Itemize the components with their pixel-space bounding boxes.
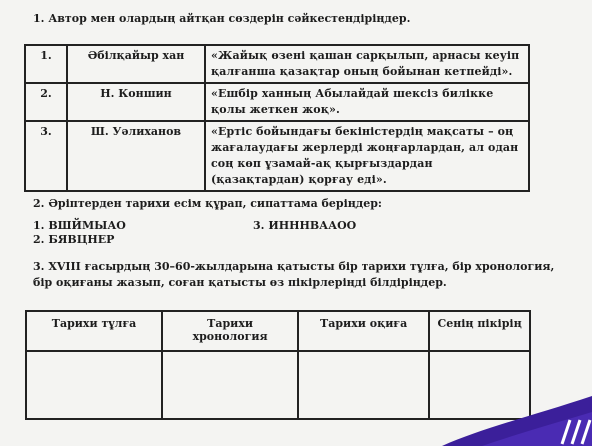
row-number: 2. (25, 83, 67, 121)
author-quote: «Ешбір ханның Абылайдай шексіз билікке қолы жеткен жоқ». (205, 83, 529, 121)
task-2-title: 2. Әріптерден тарихи есім құрап, сипаттама беріңдер: (33, 197, 382, 210)
table-row (25, 83, 529, 121)
task-1-title: 1. Автор мен олардың айтқан сөздерін сәйкестендіріңдер. (33, 12, 411, 25)
column-header: Сенің пікірің (429, 311, 530, 351)
answer-cell[interactable] (298, 351, 429, 419)
column-header: Тарихи хронология (162, 311, 298, 351)
matching-table (24, 44, 530, 192)
table-row (25, 45, 529, 83)
scrambled-word: 2. БЯВЦНЕР (33, 233, 115, 246)
author-name: Әбілқайыр хан (67, 45, 205, 83)
table-row (25, 121, 529, 191)
table-header-row (26, 311, 530, 351)
author-name: Н. Коншин (67, 83, 205, 121)
answer-cell[interactable] (162, 351, 298, 419)
scrambled-word: 1. ВШЙМЫАО (33, 219, 126, 232)
row-number: 1. (25, 45, 67, 83)
scrambled-word: 3. ИННHВААОО (253, 219, 357, 232)
column-header: Тарихи тұлға (26, 311, 162, 351)
author-quote: «Ертіс бойындағы бекіністердің мақсаты – оң жағалаудағы жерлерді жоңғарлардан, ал одан соң көп ұзамай-ақ қырғыздардан (қазақтардан) қорғау еді». (205, 121, 529, 191)
row-number: 3. (25, 121, 67, 191)
author-quote: «Жайық өзені қашан сарқылып, арнасы кеуіп қалғанша қазақтар оның бойынан кетпейді». (205, 45, 529, 83)
answer-cell[interactable] (26, 351, 162, 419)
corner-decoration (422, 386, 592, 446)
column-header: Тарихи оқиға (298, 311, 429, 351)
task-3-title: 3. XVIII ғасырдың 30–60-жылдарына қатысты бір тарихи тұлға, бір хронология, бір оқиғаны жазып, соған қатысты өз пікірлеріңді білдіріңдер. (33, 260, 555, 289)
author-name: Ш. Уәлиханов (67, 121, 205, 191)
